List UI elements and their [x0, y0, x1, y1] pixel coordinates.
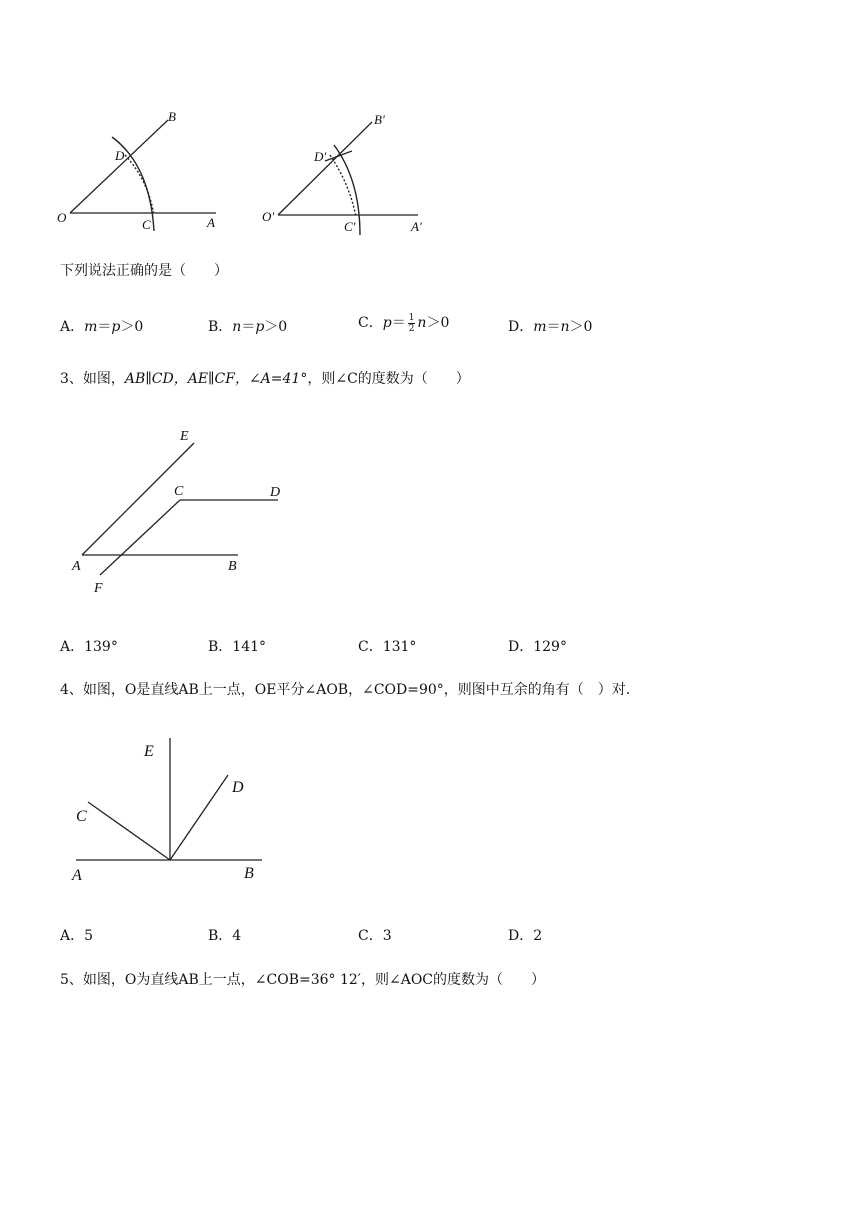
- option-letter: A．: [60, 319, 85, 335]
- equals: ＝: [97, 319, 112, 335]
- q2-prompt: 下列说法正确的是（ ）: [60, 263, 228, 279]
- var-p: p: [111, 319, 121, 335]
- label-A: A: [72, 867, 82, 884]
- label-D: D: [115, 148, 125, 163]
- q3-option-a[interactable]: A．139°: [60, 639, 118, 655]
- label-A-prime: A′: [411, 219, 422, 234]
- label-A: A: [72, 559, 81, 574]
- label-B-prime: B′: [374, 112, 385, 127]
- var-m: m: [84, 319, 98, 335]
- label-C: C: [174, 484, 184, 499]
- q4-option-a[interactable]: A．5: [60, 928, 94, 944]
- q3-stem: [60, 370, 470, 388]
- q3-option-d[interactable]: D．129°: [508, 639, 567, 655]
- equals: ＝: [241, 319, 256, 335]
- option-letter: B．: [208, 319, 233, 335]
- var-n: n: [560, 319, 570, 335]
- label-O: O: [57, 210, 67, 225]
- equals: ＝: [546, 319, 561, 335]
- label-B: B: [244, 865, 254, 882]
- right-angle-figure: [262, 112, 422, 235]
- label-B: B: [168, 109, 176, 124]
- q5-stem: 5、如图，O为直线AB上一点，∠COB=36° 12′，则∠AOC的度数为（ ）: [60, 972, 546, 988]
- label-E: E: [180, 429, 189, 444]
- gt-zero: ＞0: [569, 319, 593, 335]
- label-O-prime: O′: [262, 209, 275, 224]
- label-C: C: [76, 808, 87, 825]
- q3-stem-math: AB∥CD，AE∥CF，∠A=41°: [124, 371, 308, 387]
- option-letter: D．: [508, 319, 534, 335]
- label-D-prime: D′: [314, 149, 327, 164]
- gt-zero: ＞0: [120, 319, 144, 335]
- construction-figure: [50, 105, 440, 235]
- equals: ＝: [391, 315, 406, 331]
- var-n: n: [232, 319, 242, 335]
- label-C-prime: C′: [344, 219, 356, 234]
- q2-option-c[interactable]: [358, 312, 449, 334]
- label-D: D: [232, 779, 244, 796]
- q2-option-b[interactable]: [208, 316, 287, 336]
- fraction-half: $\frac{1}{2}$: [408, 312, 415, 334]
- left-angle-figure: [57, 109, 216, 232]
- var-n: n: [417, 315, 427, 331]
- q2-option-a[interactable]: [60, 316, 143, 336]
- label-D: D: [270, 485, 281, 500]
- var-p: p: [255, 319, 265, 335]
- gt-zero: ＞0: [264, 319, 288, 335]
- label-C: C: [142, 217, 151, 232]
- var-p: p: [382, 315, 392, 331]
- q3-stem-suffix: ，则∠C的度数为（ ）: [307, 371, 470, 387]
- var-m: m: [533, 319, 547, 335]
- label-F: F: [94, 581, 103, 596]
- q3-stem-prefix: 3、如图，: [60, 371, 125, 387]
- label-A: A: [207, 215, 215, 230]
- q2-option-d[interactable]: [508, 316, 592, 336]
- q4-figure: [60, 730, 280, 890]
- label-E: E: [144, 743, 154, 760]
- gt-zero: ＞0: [426, 315, 450, 331]
- q4-option-b[interactable]: B．4: [208, 928, 242, 944]
- option-letter: C．: [358, 315, 383, 331]
- q4-option-c[interactable]: C．3: [358, 928, 392, 944]
- q4-option-d[interactable]: D．2: [508, 928, 543, 944]
- label-B: B: [228, 559, 237, 574]
- q3-option-b[interactable]: B．141°: [208, 639, 267, 655]
- q4-stem: 4、如图，O是直线AB上一点，OE平分∠AOB，∠COD=90°，则图中互余的角有（ ）对．: [60, 682, 640, 698]
- q3-figure: [60, 420, 300, 600]
- q3-option-c[interactable]: C．131°: [358, 639, 417, 655]
